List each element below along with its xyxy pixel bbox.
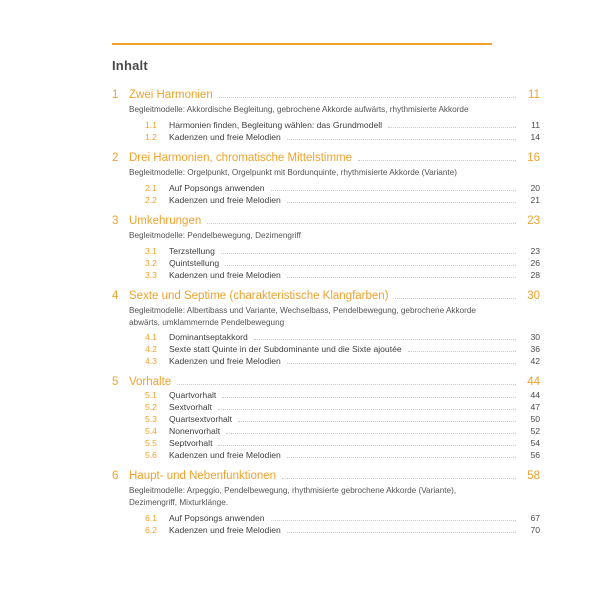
toc-entry-row[interactable] bbox=[145, 402, 540, 412]
toc-entry-page: 70 bbox=[530, 525, 540, 536]
toc-entry-row[interactable] bbox=[145, 258, 540, 268]
toc-entry-number: 1.2 bbox=[145, 131, 157, 142]
toc-entry-page: 20 bbox=[530, 182, 540, 193]
toc-leader-dots bbox=[207, 223, 516, 224]
toc-entry-title: Quartsextvorhalt bbox=[169, 414, 233, 425]
toc-entry-title: Sextvorhalt bbox=[169, 402, 212, 413]
toc-leader-dots bbox=[254, 339, 516, 340]
toc-entry-number: 3.1 bbox=[145, 245, 157, 256]
toc-entry-page: 47 bbox=[530, 402, 540, 413]
toc-entry-row[interactable] bbox=[145, 450, 540, 460]
toc-entry-page: 42 bbox=[530, 356, 540, 367]
toc-entry-title: Kadenzen und freie Melodien bbox=[169, 269, 281, 280]
toc-subsection-list bbox=[145, 390, 540, 460]
toc-leader-dots bbox=[287, 139, 516, 140]
toc-leader-dots bbox=[282, 478, 516, 479]
toc-chapter-page: 44 bbox=[527, 376, 540, 389]
toc-leader-dots bbox=[287, 363, 516, 364]
toc-entry-page: 11 bbox=[531, 119, 540, 130]
toc-entry-row[interactable] bbox=[145, 120, 540, 130]
toc-entry-number: 1.1 bbox=[145, 119, 157, 130]
toc-entry-title: Septvorhalt bbox=[169, 438, 213, 449]
toc-chapter-number: 1 bbox=[112, 89, 119, 101]
toc-chapter-title: Zwei Harmonien bbox=[129, 89, 213, 101]
toc-entry-row[interactable] bbox=[145, 438, 540, 448]
toc-chapter-row[interactable] bbox=[112, 89, 540, 101]
toc-leader-dots bbox=[287, 532, 516, 533]
toc-chapter-row[interactable] bbox=[112, 470, 540, 482]
toc-leader-dots bbox=[271, 190, 516, 191]
toc-entry-title: Quartvorhalt bbox=[169, 390, 217, 401]
toc-chapter-page: 58 bbox=[527, 470, 540, 483]
toc-list bbox=[112, 89, 540, 535]
toc-entry-row[interactable] bbox=[145, 525, 540, 535]
toc-entry-page: 30 bbox=[530, 332, 540, 343]
toc-entry-number: 2.2 bbox=[145, 194, 157, 205]
toc-entry-page: 23 bbox=[530, 245, 540, 256]
toc-chapter-number: 2 bbox=[112, 151, 119, 164]
toc-chapter-page: 30 bbox=[527, 289, 540, 302]
toc-leader-dots bbox=[221, 253, 516, 254]
toc-entry-number: 3.3 bbox=[145, 269, 157, 280]
toc-chapter-number: 6 bbox=[112, 470, 119, 483]
toc-entry-row[interactable] bbox=[145, 332, 540, 342]
toc-entry-row[interactable] bbox=[145, 414, 540, 424]
toc-entry-row[interactable] bbox=[145, 270, 540, 280]
toc-leader-dots bbox=[225, 265, 516, 266]
toc-leader-dots bbox=[408, 351, 516, 352]
toc-entry-number: 2.1 bbox=[145, 182, 157, 193]
toc-entry-title: Dominantseptakkord bbox=[169, 332, 248, 343]
toc-chapter-description: Begleitmodelle: Arpeggio, Pendelbewegung, rhythmisierte gebrochene Akkorde (Variante), Dezimengriff, Mixturklänge. bbox=[129, 486, 457, 508]
toc-entry-title: Kadenzen und freie Melodien bbox=[169, 194, 281, 205]
toc-entry-page: 28 bbox=[530, 269, 540, 280]
toc-entry-title: Kadenzen und freie Melodien bbox=[169, 525, 281, 536]
toc-chapter-description: Begleitmodelle: Pendelbewegung, Dezimengriff bbox=[129, 230, 301, 240]
toc-leader-dots bbox=[287, 277, 516, 278]
toc-entry-page: 26 bbox=[530, 257, 540, 268]
toc-entry-number: 4.2 bbox=[145, 344, 157, 355]
toc-chapter-description: Begleitmodelle: Akkordische Begleitung, gebrochene Akkorde aufwärts, rhythmisierte Akkorde bbox=[129, 105, 469, 114]
toc-chapter bbox=[112, 376, 540, 460]
toc-entry-title: Harmonien finden, Begleitung wählen: das Grundmodell bbox=[169, 119, 383, 130]
toc-leader-dots bbox=[395, 298, 516, 299]
toc-chapter-number: 4 bbox=[112, 289, 119, 302]
toc-chapter-title: Haupt- und Nebenfunktionen bbox=[129, 470, 277, 483]
toc-entry-page: 44 bbox=[530, 390, 540, 401]
toc-chapter-description: Begleitmodelle: Albertibass und Variante, Wechselbass, Pendelbewegung, gebrochene Akkorde abwärts, umklammernde Pendelbewegung bbox=[129, 305, 476, 327]
toc-entry-title: Nonenvorhalt bbox=[169, 426, 221, 437]
toc-chapter-number: 3 bbox=[112, 214, 119, 227]
toc-chapter-row[interactable] bbox=[112, 290, 540, 302]
toc-chapter bbox=[112, 470, 540, 535]
toc-subsection-list bbox=[145, 332, 540, 366]
toc-entry-page: 36 bbox=[530, 344, 540, 355]
toc-entry-page: 21 bbox=[530, 194, 540, 205]
toc-entry-row[interactable] bbox=[145, 426, 540, 436]
toc-chapter-page: 16 bbox=[527, 151, 540, 164]
page-title: Inhalt bbox=[112, 58, 148, 73]
toc-entry-row[interactable] bbox=[145, 246, 540, 256]
toc-entry-number: 6.2 bbox=[145, 525, 157, 536]
toc-chapter-title: Umkehrungen bbox=[129, 214, 202, 227]
toc-entry-number: 5.3 bbox=[145, 414, 157, 425]
toc-chapter-row[interactable] bbox=[112, 376, 540, 388]
toc-entry-row[interactable] bbox=[145, 356, 540, 366]
toc-leader-dots bbox=[358, 160, 516, 161]
toc-leader-dots bbox=[287, 202, 516, 203]
toc-entry-title: Auf Popsongs anwenden bbox=[169, 513, 265, 524]
toc-entry-number: 4.3 bbox=[145, 356, 157, 367]
toc-entry-row[interactable] bbox=[145, 132, 540, 142]
toc-entry-number: 3.2 bbox=[145, 257, 157, 268]
toc-entry-number: 4.1 bbox=[145, 332, 157, 343]
toc-entry-row[interactable] bbox=[145, 513, 540, 523]
toc-entry-number: 5.1 bbox=[145, 390, 157, 401]
toc-chapter-page: 23 bbox=[527, 214, 540, 227]
toc-entry-page: 50 bbox=[530, 414, 540, 425]
toc-chapter-title: Drei Harmonien, chromatische Mittelstimme bbox=[129, 151, 353, 164]
toc-entry-title: Kadenzen und freie Melodien bbox=[169, 131, 281, 142]
toc-entry-page: 14 bbox=[530, 131, 540, 142]
toc-entry-title: Kadenzen und freie Melodien bbox=[169, 450, 281, 461]
toc-leader-dots bbox=[287, 457, 516, 458]
toc-entry-title: Sexte statt Quinte in der Subdominante und die Sixte ajoutée bbox=[169, 344, 402, 355]
toc-chapter bbox=[112, 152, 540, 205]
toc-leader-dots bbox=[271, 520, 516, 521]
toc-entry-page: 67 bbox=[530, 513, 540, 524]
toc-entry-row[interactable] bbox=[145, 344, 540, 354]
toc-chapter-title: Vorhalte bbox=[129, 376, 172, 389]
toc-entry-number: 5.6 bbox=[145, 450, 157, 461]
toc-subsection-list bbox=[145, 246, 540, 280]
toc-chapter-row[interactable] bbox=[112, 215, 540, 227]
toc-entry-title: Kadenzen und freie Melodien bbox=[169, 356, 281, 367]
toc-subsection-list bbox=[145, 120, 540, 142]
toc-leader-dots bbox=[219, 97, 516, 98]
toc-chapter-number: 5 bbox=[112, 376, 119, 389]
toc-entry-number: 5.5 bbox=[145, 438, 157, 449]
toc-entry-page: 56 bbox=[530, 450, 540, 461]
toc-leader-dots bbox=[177, 384, 516, 385]
toc-leader-dots bbox=[388, 127, 516, 128]
toc-entry-title: Quintstellung bbox=[169, 257, 220, 268]
toc-entry-number: 5.2 bbox=[145, 402, 157, 413]
toc-entry-row[interactable] bbox=[145, 390, 540, 400]
toc-subsection-list bbox=[145, 513, 540, 535]
toc-entry-number: 5.4 bbox=[145, 426, 157, 437]
toc-leader-dots bbox=[218, 409, 516, 410]
toc-entry-title: Terzstellung bbox=[169, 245, 215, 256]
toc-entry-page: 52 bbox=[530, 426, 540, 437]
toc-entry-row[interactable] bbox=[145, 183, 540, 193]
toc-entry-title: Auf Popsongs anwenden bbox=[169, 182, 265, 193]
toc-chapter-page: 11 bbox=[528, 89, 540, 101]
toc-chapter bbox=[112, 290, 540, 367]
toc-leader-dots bbox=[222, 397, 516, 398]
toc-entry-row[interactable] bbox=[145, 195, 540, 205]
toc-chapter-row[interactable] bbox=[112, 152, 540, 164]
toc-subsection-list bbox=[145, 183, 540, 205]
toc-leader-dots bbox=[218, 445, 516, 446]
toc-entry-number: 6.1 bbox=[145, 513, 157, 524]
toc-chapter bbox=[112, 89, 540, 142]
toc-chapter-title: Sexte und Septime (charakteristische Klangfarben) bbox=[129, 289, 389, 302]
toc-leader-dots bbox=[226, 433, 516, 434]
toc-entry-page: 54 bbox=[530, 438, 540, 449]
toc-chapter bbox=[112, 215, 540, 280]
toc-chapter-description: Begleitmodelle: Orgelpunkt, Orgelpunkt mit Bordunquinte, rhythmisierte Akkorde (Variante) bbox=[129, 167, 457, 177]
header-rule bbox=[112, 43, 492, 45]
toc-leader-dots bbox=[238, 421, 516, 422]
